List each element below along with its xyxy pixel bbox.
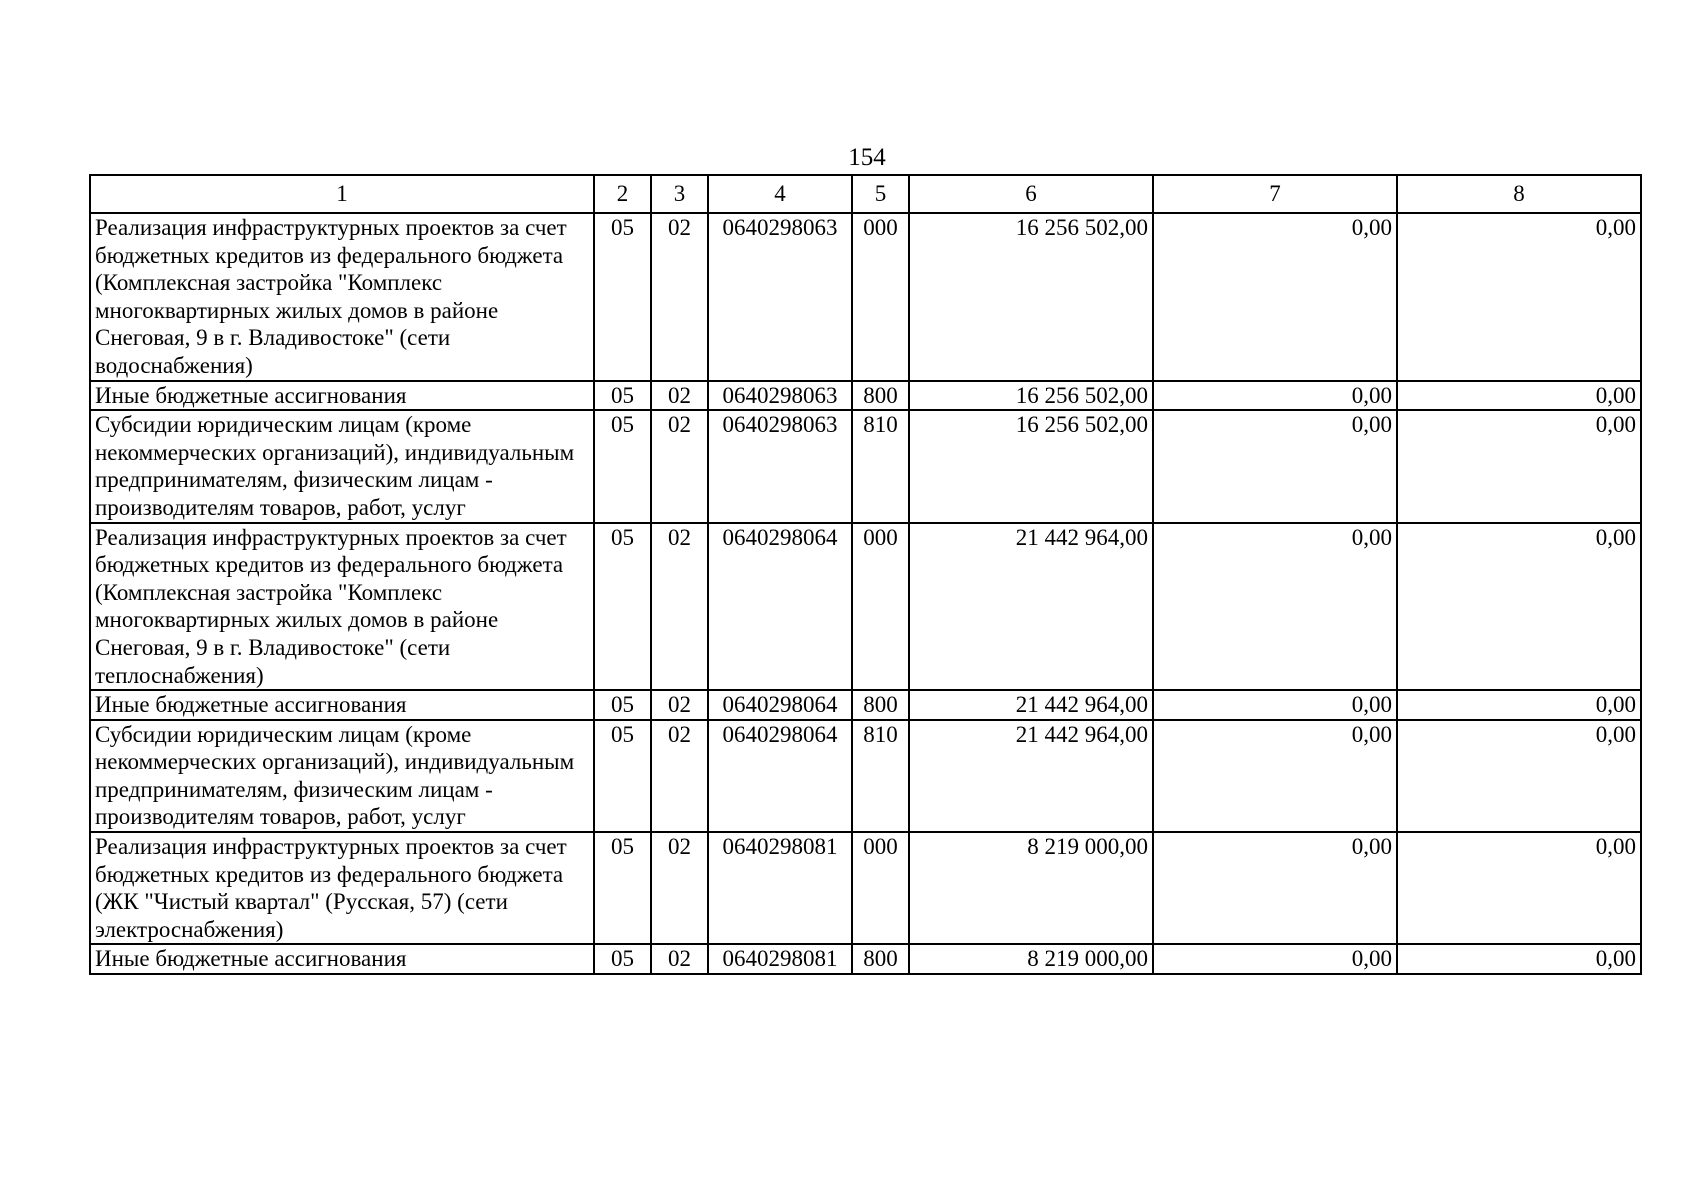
section-code: 05 xyxy=(594,410,651,522)
amount-col7: 0,00 xyxy=(1153,690,1397,720)
section-code: 05 xyxy=(594,381,651,411)
expense-type-code: 800 xyxy=(852,690,909,720)
budget-table xyxy=(89,174,1642,975)
column-header: 7 xyxy=(1153,175,1397,213)
column-header: 5 xyxy=(852,175,909,213)
item-name: Иные бюджетные ассигнования xyxy=(90,381,594,411)
amount-col8: 0,00 xyxy=(1397,523,1641,691)
amount-col8: 0,00 xyxy=(1397,690,1641,720)
table-row xyxy=(90,944,1641,974)
item-name: Реализация инфраструктурных проектов за счет бюджетных кредитов из федерального бюджета (ЖК "Чистый квартал" (Русская, 57) (сети электроснабжения) xyxy=(90,832,594,944)
table-row xyxy=(90,690,1641,720)
subsection-code: 02 xyxy=(651,213,708,381)
amount-col8: 0,00 xyxy=(1397,381,1641,411)
amount-col7: 0,00 xyxy=(1153,213,1397,381)
column-header: 3 xyxy=(651,175,708,213)
amount-col7: 0,00 xyxy=(1153,410,1397,522)
subsection-code: 02 xyxy=(651,720,708,832)
section-code: 05 xyxy=(594,944,651,974)
expense-type-code: 800 xyxy=(852,944,909,974)
column-header: 1 xyxy=(90,175,594,213)
amount-col7: 0,00 xyxy=(1153,381,1397,411)
subsection-code: 02 xyxy=(651,381,708,411)
expense-type-code: 000 xyxy=(852,832,909,944)
amount-col6: 21 442 964,00 xyxy=(909,523,1153,691)
amount-col7: 0,00 xyxy=(1153,523,1397,691)
amount-col6: 16 256 502,00 xyxy=(909,381,1153,411)
expense-type-code: 810 xyxy=(852,720,909,832)
section-code: 05 xyxy=(594,523,651,691)
amount-col6: 21 442 964,00 xyxy=(909,690,1153,720)
table-row xyxy=(90,832,1641,944)
amount-col8: 0,00 xyxy=(1397,832,1641,944)
amount-col8: 0,00 xyxy=(1397,213,1641,381)
item-name: Субсидии юридическим лицам (кроме некоммерческих организаций), индивидуальным предпринимателям, физическим лицам - производителям товаров, работ, услуг xyxy=(90,720,594,832)
table-row xyxy=(90,381,1641,411)
target-article-code: 0640298081 xyxy=(708,832,852,944)
amount-col6: 16 256 502,00 xyxy=(909,213,1153,381)
subsection-code: 02 xyxy=(651,523,708,691)
amount-col6: 21 442 964,00 xyxy=(909,720,1153,832)
subsection-code: 02 xyxy=(651,944,708,974)
amount-col8: 0,00 xyxy=(1397,944,1641,974)
page-number: 154 xyxy=(848,144,886,171)
subsection-code: 02 xyxy=(651,690,708,720)
amount-col7: 0,00 xyxy=(1153,832,1397,944)
item-name: Иные бюджетные ассигнования xyxy=(90,690,594,720)
target-article-code: 0640298063 xyxy=(708,410,852,522)
item-name: Реализация инфраструктурных проектов за счет бюджетных кредитов из федерального бюджета (Комплексная застройка "Комплекс многоквартирных жилых домов в районе Снеговая, 9 в г. Владивостоке" (сети водоснабжения) xyxy=(90,213,594,381)
item-name: Иные бюджетные ассигнования xyxy=(90,944,594,974)
amount-col6: 8 219 000,00 xyxy=(909,832,1153,944)
table-row xyxy=(90,523,1641,691)
header-row xyxy=(90,175,1641,213)
amount-col7: 0,00 xyxy=(1153,944,1397,974)
target-article-code: 0640298063 xyxy=(708,213,852,381)
target-article-code: 0640298064 xyxy=(708,720,852,832)
expense-type-code: 000 xyxy=(852,523,909,691)
column-header: 2 xyxy=(594,175,651,213)
section-code: 05 xyxy=(594,213,651,381)
amount-col7: 0,00 xyxy=(1153,720,1397,832)
column-header: 4 xyxy=(708,175,852,213)
target-article-code: 0640298063 xyxy=(708,381,852,411)
target-article-code: 0640298081 xyxy=(708,944,852,974)
expense-type-code: 810 xyxy=(852,410,909,522)
expense-type-code: 000 xyxy=(852,213,909,381)
expense-type-code: 800 xyxy=(852,381,909,411)
amount-col6: 16 256 502,00 xyxy=(909,410,1153,522)
table-row xyxy=(90,410,1641,522)
section-code: 05 xyxy=(594,832,651,944)
amount-col8: 0,00 xyxy=(1397,720,1641,832)
amount-col8: 0,00 xyxy=(1397,410,1641,522)
subsection-code: 02 xyxy=(651,832,708,944)
column-header: 6 xyxy=(909,175,1153,213)
section-code: 05 xyxy=(594,690,651,720)
amount-col6: 8 219 000,00 xyxy=(909,944,1153,974)
subsection-code: 02 xyxy=(651,410,708,522)
target-article-code: 0640298064 xyxy=(708,690,852,720)
column-header: 8 xyxy=(1397,175,1641,213)
section-code: 05 xyxy=(594,720,651,832)
item-name: Субсидии юридическим лицам (кроме некоммерческих организаций), индивидуальным предпринимателям, физическим лицам - производителям товаров, работ, услуг xyxy=(90,410,594,522)
item-name: Реализация инфраструктурных проектов за счет бюджетных кредитов из федерального бюджета (Комплексная застройка "Комплекс многоквартирных жилых домов в районе Снеговая, 9 в г. Владивостоке" (сети теплоснабжения) xyxy=(90,523,594,691)
table-row xyxy=(90,720,1641,832)
target-article-code: 0640298064 xyxy=(708,523,852,691)
table-row xyxy=(90,213,1641,381)
